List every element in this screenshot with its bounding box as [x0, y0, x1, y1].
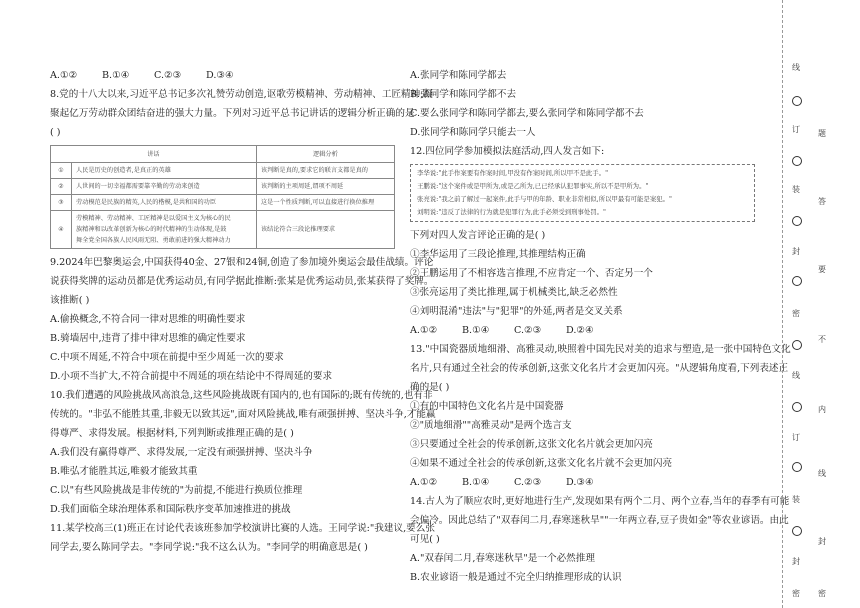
- row-speech: 劳动模范是民族的精英,人民的楷模,是共和国的功臣: [72, 195, 257, 211]
- q12-quote-box: [410, 164, 755, 222]
- binding-inner-mark: 题: [818, 129, 826, 138]
- binding-circle: [792, 462, 802, 472]
- q8-text: ( ): [50, 127, 61, 138]
- table-row: [51, 211, 395, 249]
- q12-item: ③张亮运用了类比推理,属于机械类比,缺乏必然性: [410, 287, 618, 298]
- table-header-row: [51, 146, 395, 163]
- binding-line: [782, 0, 783, 608]
- option: D.③④: [206, 70, 234, 81]
- q13-options: [410, 473, 755, 492]
- option: A.①②: [410, 477, 438, 488]
- option: B.①④: [462, 477, 490, 488]
- q11-option: B.张同学和陈同学都不去: [410, 89, 517, 100]
- binding-mark: 封: [792, 557, 800, 566]
- row-analysis: 这是一个性质判断,可以直接进行换位推理: [256, 195, 394, 211]
- row-number: ②: [51, 179, 72, 195]
- binding-circle: [792, 96, 802, 106]
- table-header: 讲话: [51, 146, 257, 163]
- q8-text: 聚起亿万劳动群众团结奋进的强大力量。下列对习近平总书记讲话的逻辑分析正确的是: [50, 108, 415, 119]
- binding-mark: 线: [792, 371, 800, 380]
- q12-options: [410, 321, 755, 340]
- q14-text: 会偏冷。因此总结了"双春闰二月,春寒迷秋旱""一年两立春,豆子贵如金"等农业谚语。由此: [410, 515, 789, 526]
- binding-circle: [792, 402, 802, 412]
- row-number: ④: [51, 211, 72, 249]
- row-number: ①: [51, 163, 72, 179]
- q14-text: 可见( ): [410, 534, 440, 545]
- binding-inner-mark: 线: [818, 469, 826, 478]
- binding-inner-mark: 不: [818, 335, 826, 344]
- q10-text: 传统的。"非弘不能胜其重,非毅无以致其远",面对风险挑战,唯有顽强拼搏、坚决斗争,才能赢: [50, 409, 436, 420]
- q11-option: D.张同学和陈同学只能去一人: [410, 127, 536, 138]
- table-row: [51, 163, 395, 179]
- binding-circle: [792, 276, 802, 286]
- q12-item: ①李华运用了三段论推理,其推理结构正确: [410, 249, 586, 260]
- option: C.②③: [514, 325, 542, 336]
- table-header: 逻辑分析: [256, 146, 394, 163]
- quote-line: 王鹏说:"这个案件或是甲所为,或是乙所为,已已经承认犯罪事实,所以不是甲所为。": [417, 182, 649, 190]
- q14-text: 14.古人为了顺应农时,更好地进行生产,发现如果有两个二月、两个立春,当年的春季有可能: [410, 496, 790, 507]
- binding-mark: 装: [792, 185, 800, 194]
- binding-mark: 封: [792, 247, 800, 256]
- option: B.①④: [462, 325, 490, 336]
- row-analysis: 该结论符合三段论推理要求: [256, 211, 394, 249]
- binding-mark: 装: [792, 495, 800, 504]
- option: C.②③: [154, 70, 182, 81]
- option: A.①②: [410, 325, 438, 336]
- q10-option: D.我们面临全球治理体系和国际秩序变革加速推进的挑战: [50, 504, 291, 515]
- q12-item: ②王鹏运用了不相容选言推理,不应肯定一个、否定另一个: [410, 268, 653, 279]
- binding-mark: 线: [792, 63, 800, 72]
- binding-circle: [792, 340, 802, 350]
- q10-text: 得尊严、求得发展。根据材料,下列判断或推理正确的是( ): [50, 428, 294, 439]
- row-speech: 人世间的一切幸福都需要靠辛勤的劳动来创造: [72, 179, 257, 195]
- binding-inner-mark: 答: [818, 197, 826, 206]
- binding-circle: [792, 216, 802, 226]
- q11-option: C.要么张同学和陈同学都去,要么张同学和陈同学都不去: [410, 108, 644, 119]
- q13-text: 名片,只有通过全社会的传承创新,这张文化名片才会更加闪亮。"从逻辑角度看,下列表述正: [410, 363, 789, 374]
- binding-circle: [792, 156, 802, 166]
- q13-item: ③只要通过全社会的传承创新,这张文化名片就会更加闪亮: [410, 439, 653, 450]
- quote-line: 刘明说:"违反了法律的行为就是犯罪行为,此手必须受到刑事处罚。": [417, 208, 606, 216]
- q11-option: A.张同学和陈同学都去: [410, 70, 507, 81]
- binding-mark: 密: [792, 309, 800, 318]
- option: D.③④: [566, 477, 594, 488]
- q7-options: [50, 66, 395, 85]
- q13-item: ①有的中国特色文化名片是中国瓷器: [410, 401, 564, 412]
- q12-question: 下列对四人发言评论正确的是( ): [410, 230, 546, 241]
- row-analysis: 该判断是真的,要求它的联言支都是真的: [256, 163, 394, 179]
- q13-item: ④如果不通过全社会的传承创新,这张文化名片就不会更加闪亮: [410, 458, 673, 469]
- q14-option: B.农业谚语一般是通过不完全归纳推理形成的认识: [410, 572, 622, 583]
- q10-text: 10.我们遭遇的风险挑战风高浪急,这些风险挑战既有国内的,也有国际的;既有传统的,也有非: [50, 390, 433, 401]
- binding-mark: 订: [792, 125, 800, 134]
- q9-option: B.骑墙居中,违背了排中律对思维的确定性要求: [50, 333, 246, 344]
- q14-option: A."双春闰二月,春寒迷秋旱"是一个必然推理: [410, 553, 595, 564]
- quote-line: 张亮说:"我之前了解过一起案件,此手与甲的年龄、职业非常相似,所以甲最有可能是案犯。": [417, 195, 672, 203]
- option: A.①②: [50, 70, 78, 81]
- option: B.①④: [102, 70, 130, 81]
- row-number: ③: [51, 195, 72, 211]
- row-analysis: 该判断的主项周延,谓项不周延: [256, 179, 394, 195]
- right-column: [410, 66, 791, 587]
- logic-table: [50, 145, 395, 249]
- quote-line: 李华说:"此手作案要有作案时间,甲没有作案时间,所以甲不是此手。": [417, 169, 609, 177]
- binding-mark: 订: [792, 433, 800, 442]
- row-speech: 人民是历史的创造者,是真正的英雄: [72, 163, 257, 179]
- q10-option: B.唯弘才能胜其远,唯毅才能致其重: [50, 466, 198, 477]
- q9-option: C.中项不周延,不符合中项在前提中至少周延一次的要求: [50, 352, 284, 363]
- q9-text: 9.2024年巴黎奥运会,中国获得40金、27银和24铜,创造了参加境外奥运会最佳战绩。评论: [50, 257, 434, 268]
- table-row: [51, 179, 395, 195]
- option: D.②④: [566, 325, 594, 336]
- q9-option: A.偷换概念,不符合同一律对思维的明确性要求: [50, 314, 246, 325]
- row-speech: 劳模精神、劳动精神、工匠精神是以爱国主义为核心的民 族精神和以改革创新为核心的时代精神的生动体现,是鼓 舞全党全国各族人民风雨无阻、勇敢前进的强大精神动力: [72, 211, 257, 249]
- q13-item: ②"质地细滑""高雅灵动"是两个选言支: [410, 420, 572, 431]
- q9-text: 说获得奖牌的运动员都是优秀运动员,有同学据此推断:张某是优秀运动员,张某获得了奖牌。: [50, 276, 434, 287]
- q10-option: C.以"有些风险挑战是非传统的"为前提,不能进行换质位推理: [50, 485, 303, 496]
- q12-item: ④刘明混淆"违法"与"犯罪"的外延,两者是交叉关系: [410, 306, 623, 317]
- option: C.②③: [514, 477, 542, 488]
- binding-inner-mark: 封: [818, 537, 826, 546]
- binding-inner-mark: 密: [818, 589, 826, 598]
- binding-inner-mark: 要: [818, 265, 826, 274]
- table-row: [51, 195, 395, 211]
- binding-mark: 密: [792, 589, 800, 598]
- q9-text: 该推断( ): [50, 295, 90, 306]
- q8-text: 8.党的十八大以来,习近平总书记多次礼赞劳动创造,讴歌劳模精神、劳动精神、工匠精神,凝: [50, 89, 433, 100]
- q9-option: D.小项不当扩大,不符合前提中不周延的项在结论中不得周延的要求: [50, 371, 333, 382]
- binding-circle: [792, 526, 802, 536]
- q11-text: 同学去,要么陈同学去。"李同学说:"我不这么认为。"李同学的明确意思是( ): [50, 542, 368, 553]
- q13-text: 确的是( ): [410, 382, 450, 393]
- q12-text: 12.四位同学参加模拟法庭活动,四人发言如下:: [410, 146, 605, 157]
- q13-text: 13."中国瓷器质地细滑、高雅灵动,映照着中国先民对美的追求与塑造,是一张中国特色文化: [410, 344, 791, 355]
- q10-option: A.我们没有赢得尊严、求得发展,一定没有顽强拼搏、坚决斗争: [50, 447, 313, 458]
- q11-text: 11.某学校高三(1)班正在讨论代表该班参加学校演讲比赛的人选。王同学说:"我建议,要么张: [50, 523, 435, 534]
- binding-margin: [778, 0, 860, 608]
- binding-inner-mark: 内: [818, 405, 826, 414]
